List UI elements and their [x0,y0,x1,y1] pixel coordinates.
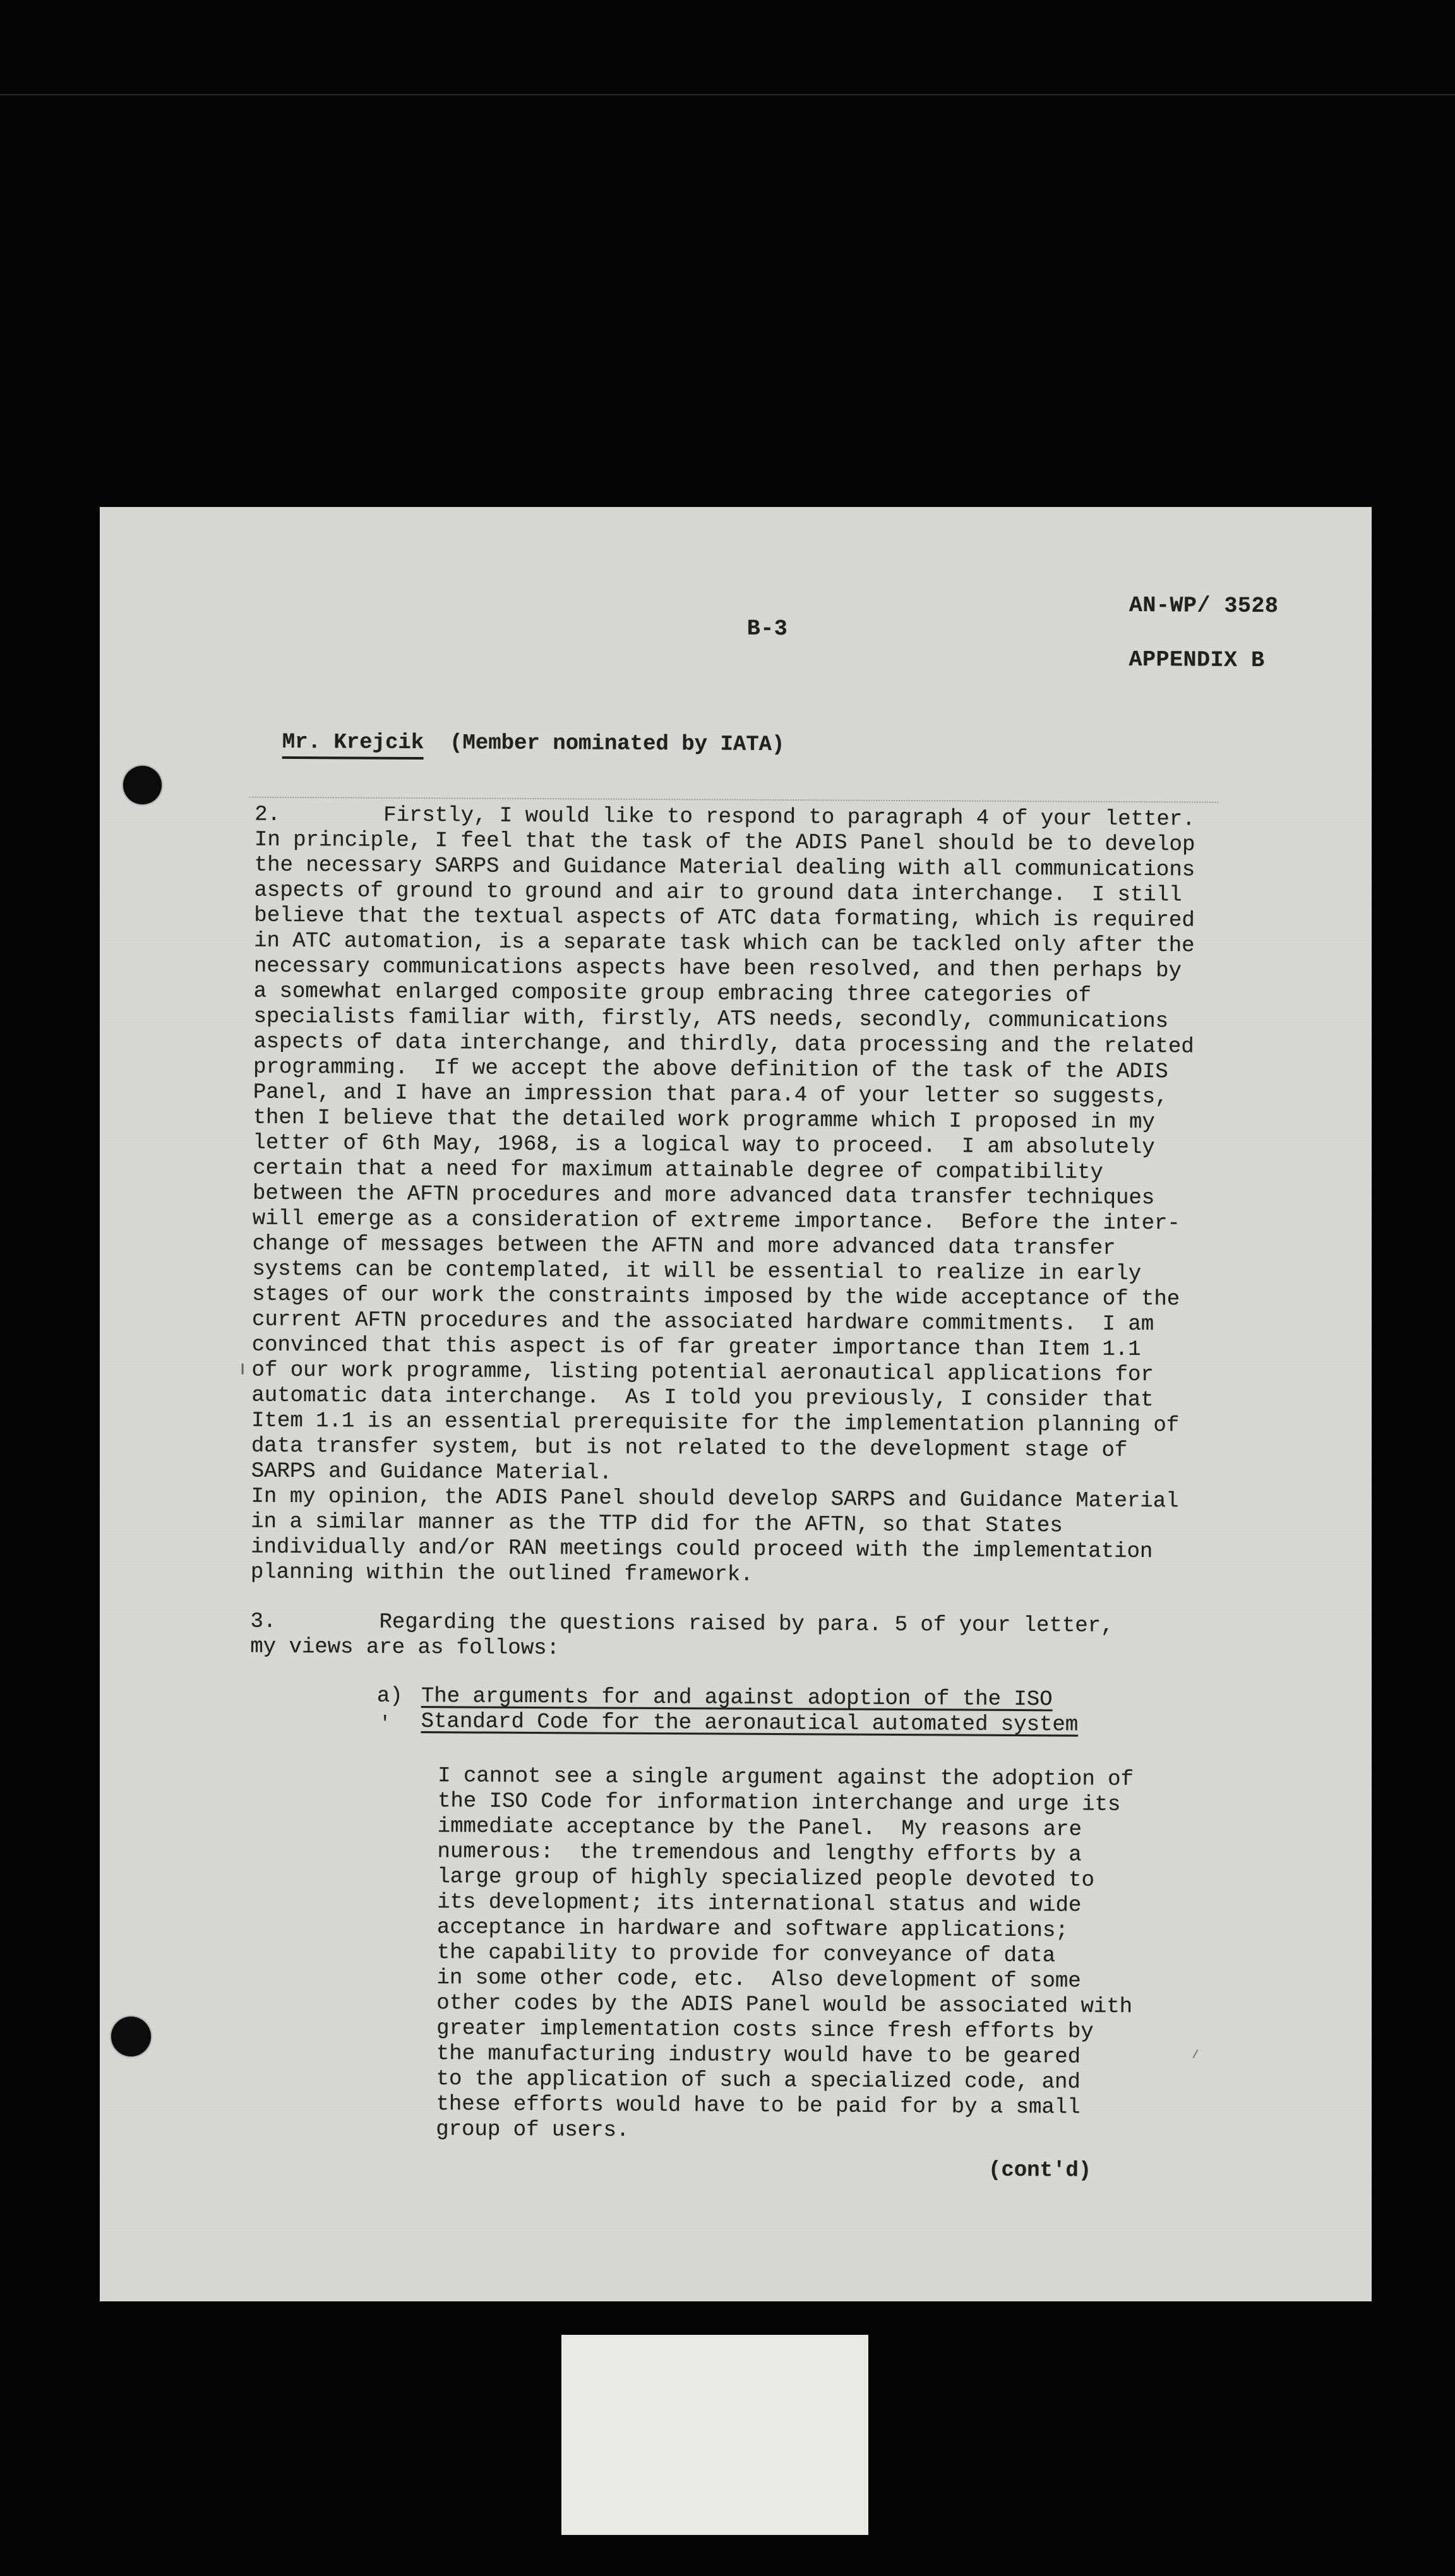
text-line: believe that the textual aspects of ATC data formating, which is required [254,903,1195,933]
text-line: between the AFTN procedures and more advanced data transfer techniques [252,1181,1155,1211]
text-line: a somewhat enlarged composite group embracing three categories of [253,979,1092,1008]
text-line: In my opinion, the ADIS Panel should develop SARPS and Guidance Material [251,1484,1179,1514]
scan-artifact-dash [242,1364,244,1374]
scan-artifact-quote: ' [379,1713,391,1735]
text-line: Panel, and I have an impression that para.4 of your letter so suggests, [253,1080,1168,1110]
text-line: necessary communications aspects have been resolved, and then perhaps by [253,954,1182,984]
text-line: these efforts would have to be paid for by a small [436,2092,1081,2120]
text-line: Item 1.1 is an essential prerequisite for the implementation planning of [251,1409,1180,1438]
text-line: its development; its international status and wide [437,1890,1082,1918]
scan-artifact-tick [1192,2049,1198,2058]
film-scratch-line [0,94,1455,95]
text-line: other codes by the ADIS Panel would be associated with [436,1991,1133,2019]
text-line: automatic data interchange. As I told you previously, I consider that [251,1383,1154,1413]
text-line: the manufacturing industry would have to be geared [436,2042,1081,2070]
member-description: (Member nominated by IATA) [424,731,785,758]
text-line: planning within the outlined framework. [250,1560,753,1587]
text-line: certain that a need for maximum attainable degree of compatibility [253,1156,1103,1185]
text-line: in a similar manner as the TTP did for the AFTN, so that States [251,1510,1063,1539]
text-line: aspects of ground to ground and air to ground data interchange. I still [254,878,1182,908]
text-line: group of users. [436,2118,630,2143]
text-line: the necessary SARPS and Guidance Material dealing with all communications [254,853,1195,883]
text-line: then I believe that the detailed work programme which I proposed in my [253,1106,1155,1135]
item-a-body [436,1763,1134,2146]
text-line: 3. Regarding the questions raised by para. 5 of your letter, [250,1609,1114,1638]
text-line: large group of highly specialized people devoted to [437,1865,1095,1893]
text-line: SARPS and Guidance Material. [251,1459,613,1486]
text-line: change of messages between the AFTN and more advanced data transfer [252,1232,1116,1261]
text-line: aspects of data interchange, and thirdly, data processing and the related [253,1030,1194,1059]
paragraph-2 [251,802,1195,1590]
text-line: the capability to provide for conveyance of data [436,1941,1056,1969]
doc-reference: AN-WP/ 3528 [1129,592,1279,619]
text-line: in ATC automation, is a separate task which can be tackled only after the [254,929,1195,958]
text-line: to the application of such a specialized code, and [436,2067,1081,2095]
text-line: numerous: the tremendous and lengthy efforts by a [437,1840,1082,1868]
film-frame-blank [561,2335,868,2535]
text-line: greater implementation costs since fresh efforts by [436,2017,1094,2044]
text-line: my views are as follows: [250,1635,560,1661]
text-line: Standard Code for the aeronautical automated system [421,1710,1079,1738]
text-line: individually and/or RAN meetings could proceed with the implementation [251,1535,1153,1565]
item-a-marker: a) [376,1684,403,1708]
text-line: immediate acceptance by the Panel. My reasons are [437,1815,1082,1842]
text-line: programming. If we accept the above definition of the task of the ADIS [253,1055,1168,1085]
text-line: in some other code, etc. Also development of some [436,1966,1081,1994]
text-line: The arguments for and against adoption of the ISO [421,1685,1053,1712]
text-line: specialists familiar with, firstly, ATS needs, secondly, communications [253,1005,1169,1034]
text-line: data transfer system, but is not related to the development stage of [251,1434,1128,1463]
appendix-label: APPENDIX B [1129,647,1265,674]
text-line: acceptance in hardware and software applications; [436,1916,1069,1943]
text-line: 2. Firstly, I would like to respond to paragraph 4 of your letter. [254,802,1195,832]
page-number: B-3 [746,616,788,642]
text-line: will emerge as a consideration of extreme importance. Before the inter- [252,1207,1180,1236]
document-page [100,507,1372,2301]
text-line: of our work programme, listing potential aeronautical applications for [251,1358,1154,1388]
continued-marker: (cont'd) [988,2158,1092,2183]
section-heading [282,730,785,758]
typed-content [91,506,1372,2308]
scan-artifact-crease [249,797,1218,803]
paragraph-3 [250,1609,1113,1664]
text-line: stages of our work the constraints imposed by the wide acceptance of the [252,1282,1180,1312]
text-line: In principle, I feel that the task of the ADIS Panel should be to develop [254,828,1195,857]
member-name: Mr. Krejcik [282,730,424,760]
text-line: current AFTN procedures and the associated hardware commitments. I am [251,1308,1154,1337]
text-line: letter of 6th May, 1968, is a logical way to proceed. I am absolutely [253,1131,1155,1160]
text-line: the ISO Code for information interchange and urge its [437,1789,1121,1817]
text-line: convinced that this aspect is of far greater importance than Item 1.1 [251,1333,1141,1363]
text-line: I cannot see a single argument against the adoption of [438,1764,1134,1792]
text-line: systems can be contemplated, it will be essential to realize in early [252,1257,1142,1287]
item-a-title [421,1684,1079,1738]
